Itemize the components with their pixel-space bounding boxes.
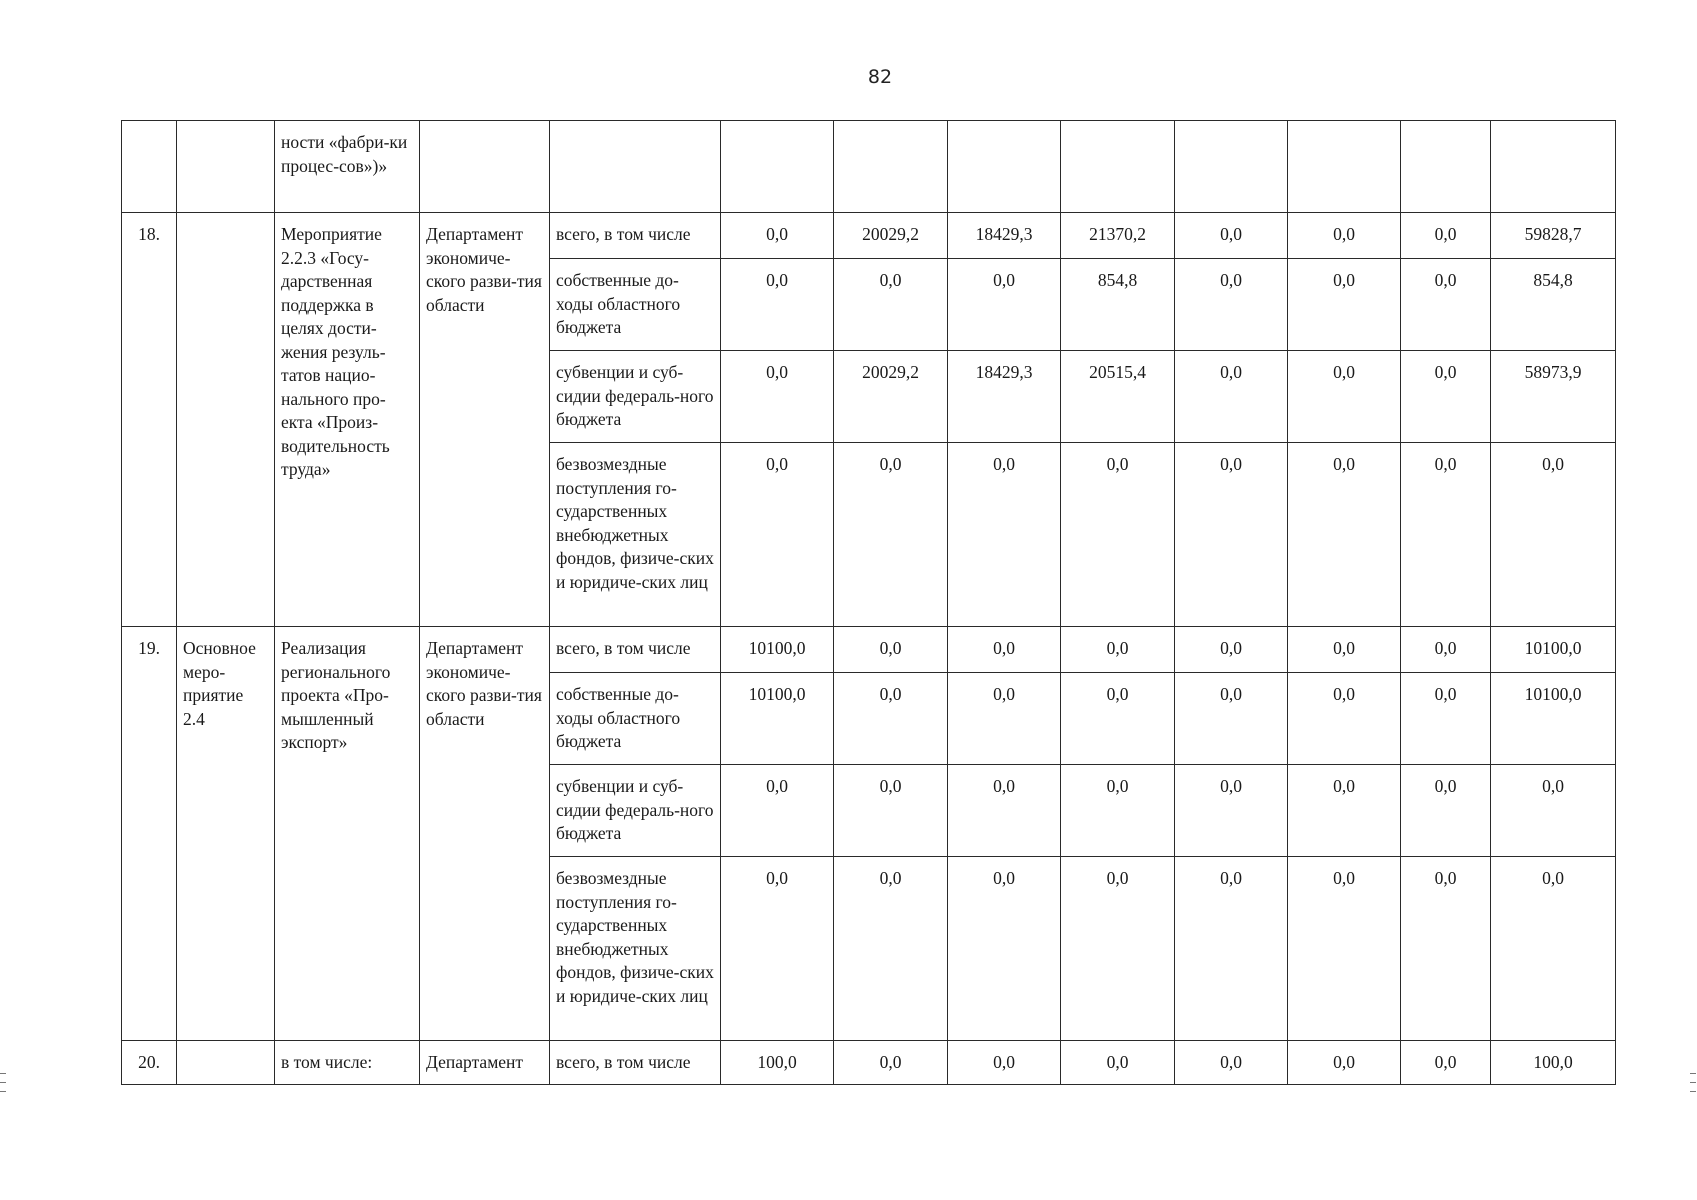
value-cell: 0,0 [1288, 627, 1401, 673]
scan-edge-mark [0, 1073, 6, 1074]
scan-edge-mark [0, 1082, 6, 1083]
value-cell: 0,0 [1491, 765, 1616, 857]
table-row [122, 1041, 1616, 1085]
value-cell: 0,0 [1401, 351, 1491, 443]
funding-source-cell [550, 121, 721, 213]
value-cell: 0,0 [1175, 673, 1288, 765]
value-cell: 0,0 [948, 1041, 1061, 1085]
value-cell: 0,0 [1175, 857, 1288, 1041]
value-cell: 100,0 [1491, 1041, 1616, 1085]
value-cell: 0,0 [1061, 1041, 1175, 1085]
funding-source-cell: безвозмездные поступления го-сударственных внебюджетных фондов, физиче-ских и юридиче-ских лиц [550, 443, 721, 627]
row-number-cell: 20. [122, 1041, 177, 1085]
budget-table [121, 120, 1616, 1085]
value-cell: 0,0 [721, 857, 834, 1041]
value-cell: 0,0 [1491, 857, 1616, 1041]
measure-name-cell: Реализация регионального проекта «Про-мышленный экспорт» [275, 627, 420, 1041]
value-cell: 0,0 [948, 627, 1061, 673]
funding-source-cell: собственные до-ходы областного бюджета [550, 259, 721, 351]
table-row [122, 213, 1616, 259]
value-cell: 0,0 [1175, 259, 1288, 351]
value-cell: 0,0 [1288, 259, 1401, 351]
value-cell: 0,0 [1061, 857, 1175, 1041]
value-cell: 10100,0 [1491, 673, 1616, 765]
value-cell: 0,0 [834, 1041, 948, 1085]
value-cell: 0,0 [834, 627, 948, 673]
value-cell: 0,0 [1175, 351, 1288, 443]
value-cell: 0,0 [1288, 443, 1401, 627]
value-cell [1288, 121, 1401, 213]
value-cell: 0,0 [1175, 765, 1288, 857]
row-number-cell: 18. [122, 213, 177, 627]
value-cell: 0,0 [1175, 1041, 1288, 1085]
value-cell [1061, 121, 1175, 213]
value-cell: 10100,0 [721, 673, 834, 765]
value-cell: 0,0 [948, 443, 1061, 627]
value-cell: 854,8 [1491, 259, 1616, 351]
table-row [122, 121, 1616, 213]
value-cell: 0,0 [948, 673, 1061, 765]
value-cell: 854,8 [1061, 259, 1175, 351]
value-cell [1491, 121, 1616, 213]
value-cell: 0,0 [948, 857, 1061, 1041]
value-cell: 0,0 [834, 673, 948, 765]
value-cell: 0,0 [1288, 351, 1401, 443]
value-cell: 0,0 [1288, 857, 1401, 1041]
funding-source-cell: всего, в том числе [550, 627, 721, 673]
funding-source-cell: всего, в том числе [550, 213, 721, 259]
value-cell: 0,0 [721, 213, 834, 259]
value-cell: 0,0 [834, 765, 948, 857]
main-measure-cell: Основное меро-приятие 2.4 [177, 627, 275, 1041]
value-cell: 0,0 [721, 259, 834, 351]
page-number: 82 [867, 66, 893, 88]
scan-edge-mark [0, 1091, 6, 1092]
row-number-cell [122, 121, 177, 213]
value-cell: 0,0 [1061, 765, 1175, 857]
department-cell: Департамент [420, 1041, 550, 1085]
value-cell: 59828,7 [1491, 213, 1616, 259]
value-cell: 0,0 [1401, 443, 1491, 627]
value-cell: 10100,0 [1491, 627, 1616, 673]
value-cell: 0,0 [1288, 765, 1401, 857]
funding-source-cell: всего, в том числе [550, 1041, 721, 1085]
measure-name-cell: Мероприятие 2.2.3 «Госу-дарственная поддержка в целях дости-жения резуль-татов нацио-нального про-екта «Произ-водительность труда» [275, 213, 420, 627]
value-cell: 20029,2 [834, 351, 948, 443]
main-measure-cell [177, 121, 275, 213]
main-measure-cell [177, 1041, 275, 1085]
value-cell: 0,0 [1401, 627, 1491, 673]
row-number-cell: 19. [122, 627, 177, 1041]
value-cell: 0,0 [1288, 673, 1401, 765]
value-cell: 0,0 [834, 259, 948, 351]
value-cell: 0,0 [1175, 443, 1288, 627]
value-cell: 0,0 [1401, 673, 1491, 765]
funding-source-cell: собственные до-ходы областного бюджета [550, 673, 721, 765]
value-cell: 0,0 [1401, 765, 1491, 857]
value-cell: 0,0 [721, 765, 834, 857]
value-cell: 0,0 [1401, 213, 1491, 259]
value-cell: 0,0 [1491, 443, 1616, 627]
scan-edge-mark [1690, 1091, 1696, 1092]
value-cell: 0,0 [1175, 213, 1288, 259]
value-cell: 21370,2 [1061, 213, 1175, 259]
value-cell: 0,0 [721, 443, 834, 627]
value-cell: 0,0 [948, 259, 1061, 351]
value-cell: 20515,4 [1061, 351, 1175, 443]
value-cell: 18429,3 [948, 351, 1061, 443]
value-cell: 0,0 [1288, 213, 1401, 259]
department-cell: Департамент экономиче-ского разви-тия области [420, 627, 550, 1041]
department-cell [420, 121, 550, 213]
value-cell: 0,0 [834, 857, 948, 1041]
value-cell: 100,0 [721, 1041, 834, 1085]
value-cell: 0,0 [721, 351, 834, 443]
scan-edge-mark [1690, 1082, 1696, 1083]
value-cell: 0,0 [1401, 857, 1491, 1041]
measure-name-cell: в том числе: [275, 1041, 420, 1085]
value-cell: 18429,3 [948, 213, 1061, 259]
value-cell [834, 121, 948, 213]
value-cell: 0,0 [834, 443, 948, 627]
measure-name-cell: ности «фабри-ки процес-сов»)» [275, 121, 420, 213]
main-measure-cell [177, 213, 275, 627]
value-cell: 58973,9 [1491, 351, 1616, 443]
value-cell: 0,0 [1288, 1041, 1401, 1085]
value-cell: 0,0 [1061, 443, 1175, 627]
funding-source-cell: субвенции и суб-сидии федераль-ного бюджета [550, 765, 721, 857]
value-cell: 0,0 [1061, 627, 1175, 673]
value-cell [948, 121, 1061, 213]
value-cell: 0,0 [948, 765, 1061, 857]
value-cell [1401, 121, 1491, 213]
value-cell: 0,0 [1175, 627, 1288, 673]
scan-edge-mark [1690, 1073, 1696, 1074]
value-cell [1175, 121, 1288, 213]
funding-source-cell: субвенции и суб-сидии федераль-ного бюджета [550, 351, 721, 443]
department-cell: Департамент экономиче-ского разви-тия области [420, 213, 550, 627]
table-row [122, 627, 1616, 673]
value-cell [721, 121, 834, 213]
value-cell: 20029,2 [834, 213, 948, 259]
value-cell: 0,0 [1401, 1041, 1491, 1085]
funding-source-cell: безвозмездные поступления го-сударственных внебюджетных фондов, физиче-ских и юридиче-ских лиц [550, 857, 721, 1041]
value-cell: 0,0 [1061, 673, 1175, 765]
value-cell: 10100,0 [721, 627, 834, 673]
value-cell: 0,0 [1401, 259, 1491, 351]
